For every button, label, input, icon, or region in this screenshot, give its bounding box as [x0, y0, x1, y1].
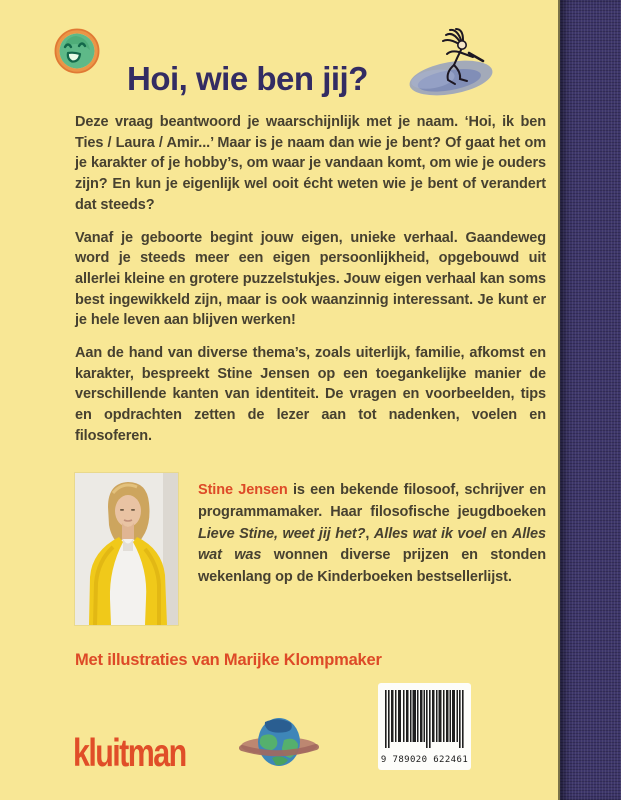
author-name: Stine Jensen [198, 482, 288, 498]
bio-text-1: is een bekende filosoof, schrijver en programmamaker. Haar filosofische jeugdboeken [198, 482, 546, 520]
author-photo [75, 473, 178, 625]
barcode [378, 683, 471, 770]
blurb-paragraph-3: Aan de hand van diverse thema’s, zoals uiterlijk, familie, afkomst en karakter, bespreekt Stine Jensen op een toegankelijke manier de verschillende kanten van identiteit. De vragen en voorbeelden, tips en opdrachten zetten de lezer aan tot nadenken, voelen en filosoferen. [75, 345, 546, 444]
skater-illustration [403, 28, 508, 106]
planet-illustration [238, 706, 320, 778]
book-title-1: Lieve Stine, weet jij het? [198, 525, 366, 542]
blurb-paragraph-2: Vanaf je geboorte begint jouw eigen, unieke verhaal. Gaandeweg word je steeds meer een eigen persoonlijkheid, opgebouwd uit allerlei kleine en grotere puzzelstukjes. Jouw eigen verhaal kan soms best ingewikkeld zijn, maar is ook waanzinnig interessant. Je kunt er je hele leven aan blijven werken! [75, 229, 546, 329]
page-title: Hoi, wie ben jij? [127, 60, 368, 97]
book-title-3: Alles wat was [198, 525, 546, 564]
bio-sep-2: en [486, 525, 512, 542]
blurb-paragraph-1: Deze vraag beantwoord je waarschijnlijk met je naam. ‘Hoi, ik ben Ties / Laura / Amir...’ Maar is je naam dan wie je bent? Of gaat het om je karakter of je hobby’s, om waar je vandaan komt, om wie je ouders zijn? En kun je eigenlijk wel ooit écht weten wie je bent of verandert dat steeds? [75, 114, 546, 213]
author-section [75, 473, 546, 625]
kluitman-logo: kluitman [73, 732, 186, 775]
author-bio [198, 473, 546, 625]
illustrator-credit: Met illustraties van Marijke Klompmaker [75, 651, 382, 669]
globe-face-icon [52, 26, 102, 76]
bio-sep-1: , [365, 525, 374, 542]
book-title-2: Alles wat ik voel [373, 525, 487, 542]
barcode-number: 9 789020 622461 [380, 755, 469, 765]
blurb-text [75, 112, 546, 459]
book-spine [558, 0, 621, 800]
bio-text-2: wonnen diverse prijzen en stonden wekenlang op de Kinderboeken bestsellerlijst. [198, 547, 546, 586]
